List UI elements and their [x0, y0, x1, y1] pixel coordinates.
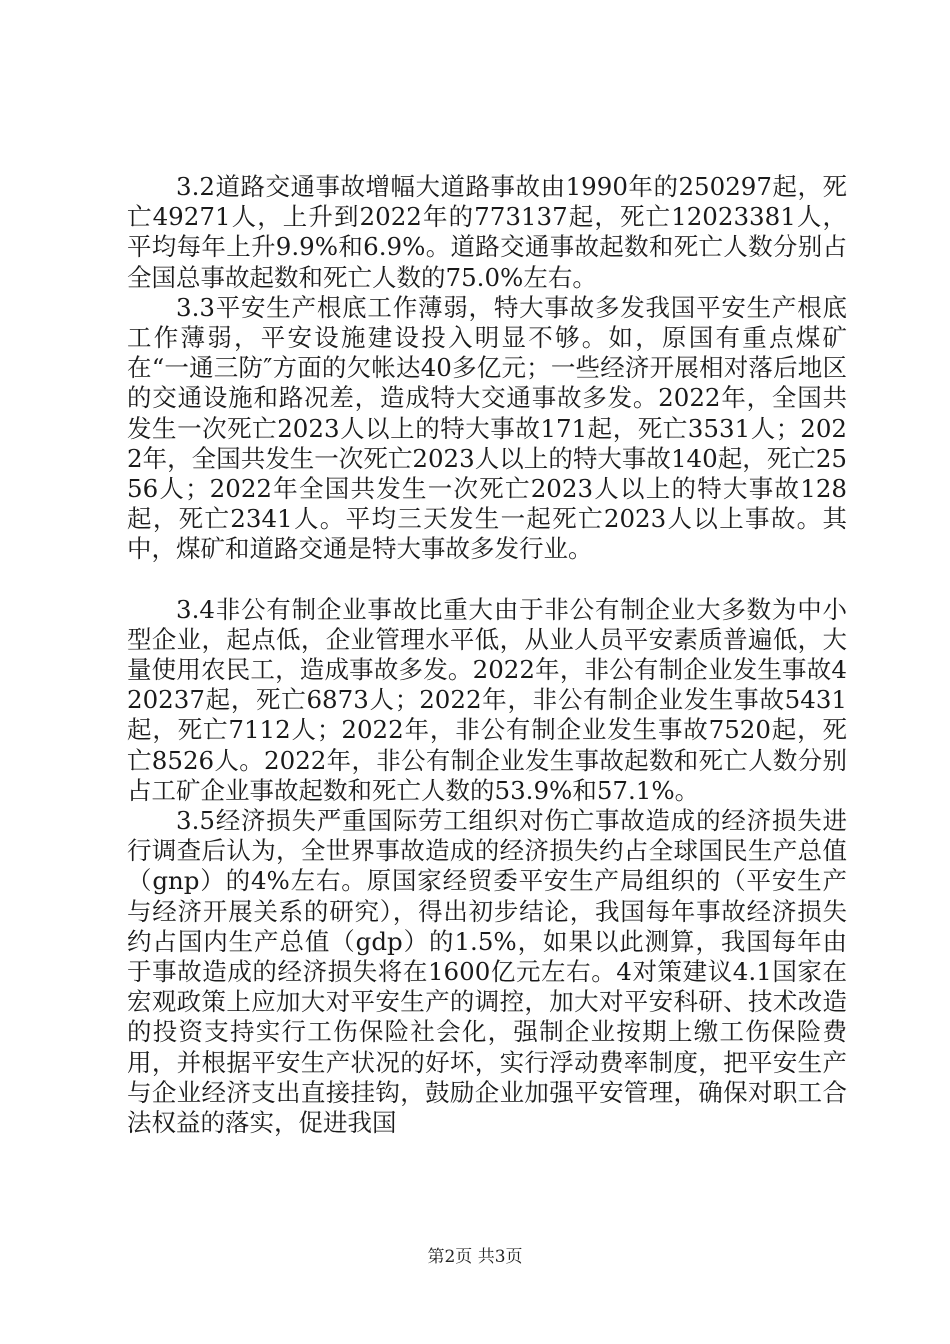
page-number: 第2页 共3页: [427, 1247, 523, 1267]
paragraph-economic-loss: 3.5经济损失严重国际劳工组织对伤亡事故造成的经济损失进行调查后认为，全世界事故造成的经济损失约占全球国民生产总值（gnp）的4%左右。原国家经贸委平安生产局组织的（平安生产与经济开展关系的研究），得出初步结论，我国每年事故经济损失约占国内生产总值（gdp）的1.5%，如果以此测算，我国每年由于事故造成的经济损失将在1600亿元左右。4对策建议4.1国家在宏观政策上应加大对平安生产的调控，加大对平安科研、技术改造的投资支持实行工伤保险社会化，强制企业按期上缴工伤保险费用，并根据平安生产状况的好坏，实行浮动费率制度，把平安生产与企业经济支出直接挂钩，鼓励企业加强平安管理，确保对职工合法权益的落实，促进我国: [127, 806, 847, 1138]
paragraph-road-traffic: 3.2道路交通事故增幅大道路事故由1990年的250297起，死亡49271人，上升到2022年的773137起，死亡12023381人，平均每年上升9.9%和6.9%。道路交通事故起数和死亡人数分别占全国总事故起数和死亡人数的75.0%左右。: [127, 172, 847, 292]
document-body: [127, 172, 847, 1138]
paragraph-safety-foundation: 3.3平安生产根底工作薄弱，特大事故多发我国平安生产根底工作薄弱，平安设施建设投入明显不够。如，原国有重点煤矿在“一通三防″方面的欠帐达40多亿元；一些经济开展相对落后地区的交通设施和路况差，造成特大交通事故多发。2022年，全国共发生一次死亡2023人以上的特大事故171起，死亡3531人；2022年，全国共发生一次死亡2023人以上的特大事故140起，死亡2556人；2022年全国共发生一次死亡2023人以上的特大事故128起，死亡2341人。平均三天发生一起死亡2023人以上事故。其中，煤矿和道路交通是特大事故多发行业。: [127, 292, 847, 564]
paragraph-non-public-enterprise: 3.4非公有制企业事故比重大由于非公有制企业大多数为中小型企业，起点低，企业管理水平低，从业人员平安素质普遍低，大量使用农民工，造成事故多发。2022年，非公有制企业发生事故420237起，死亡6873人；2022年，非公有制企业发生事故5431起，死亡7112人；2022年，非公有制企业发生事故7520起，死亡8526人。2022年，非公有制企业发生事故起数和死亡人数分别占工矿企业事故起数和死亡人数的53.9%和57.1%。: [127, 594, 847, 805]
